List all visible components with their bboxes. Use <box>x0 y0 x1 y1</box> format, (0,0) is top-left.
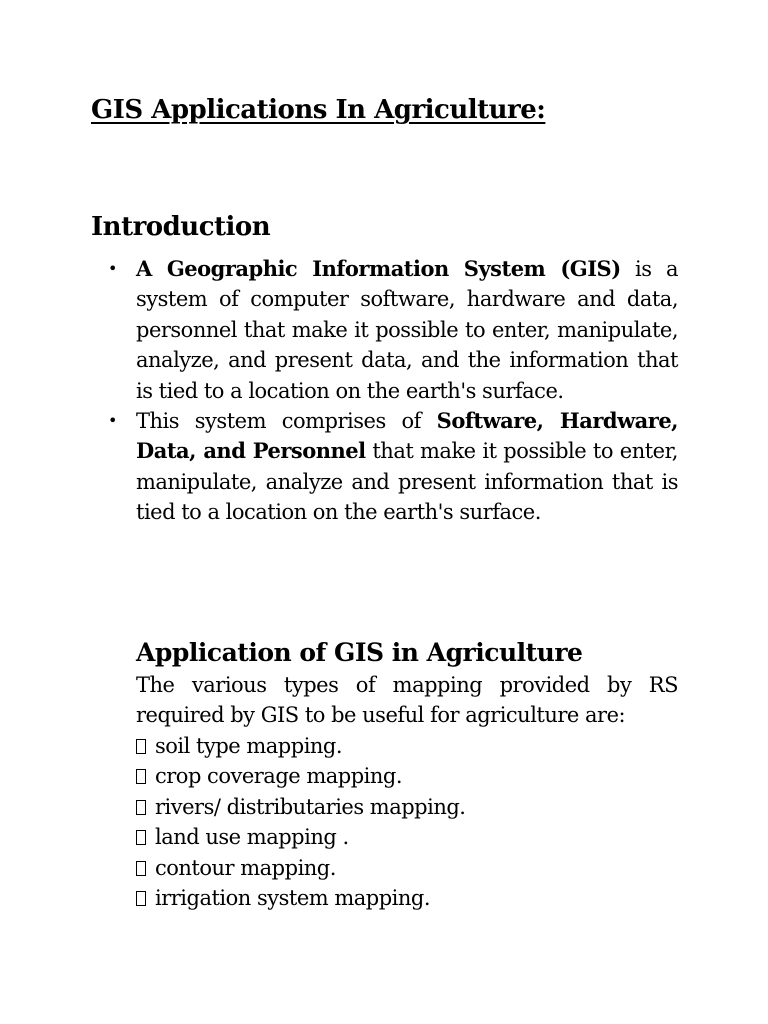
bullet-1-bold-term: A Geographic Information System (GIS) <box>136 256 621 281</box>
mapping-item <box>136 883 465 913</box>
mapping-item-label: crop coverage mapping. <box>155 764 403 789</box>
mapping-item <box>136 853 465 883</box>
mapping-item <box>136 731 465 761</box>
mapping-item <box>136 761 465 791</box>
document-title: GIS Applications In Agriculture: <box>91 95 546 125</box>
application-intro: The various types of mapping provided by RS required by GIS to be useful for agriculture are: <box>136 673 678 728</box>
mapping-item <box>136 792 465 822</box>
bullet-2-text: that make it possible to enter, manipulate, analyze and present information that is tied to a location on the earth's surface. <box>136 439 678 525</box>
mapping-list <box>136 731 465 913</box>
missing-glyph-icon <box>136 891 146 906</box>
introduction-heading: Introduction <box>91 212 271 242</box>
bullet-dot-icon: • <box>108 411 117 431</box>
bullet-dot-icon: • <box>108 259 117 278</box>
mapping-item-label: soil type mapping. <box>155 734 343 758</box>
bullet-1-text: is a system of computer software, hardware and data, personnel that make it possible to enter, manipulate, analyze, and present data, and the information that is tied to a location on the earth's surface. <box>136 257 678 403</box>
application-heading: Application of GIS in Agriculture <box>136 638 583 667</box>
missing-glyph-icon <box>136 861 146 876</box>
mapping-item-label: land use mapping . <box>155 825 349 850</box>
missing-glyph-icon <box>136 800 146 815</box>
mapping-item-label: contour mapping. <box>155 855 336 880</box>
bullet-2-bold-term: Software, Hardware, Data, and Personnel <box>136 408 678 464</box>
missing-glyph-icon <box>136 739 146 754</box>
missing-glyph-icon <box>136 769 146 784</box>
mapping-item <box>136 822 465 852</box>
missing-glyph-icon <box>136 830 146 845</box>
introduction-bullet-1 <box>108 254 678 406</box>
mapping-item-label: rivers/ distributaries mapping. <box>155 794 466 819</box>
bullet-2-pre-text: This system comprises of <box>136 409 437 434</box>
mapping-item-label: irrigation system mapping. <box>155 886 431 911</box>
introduction-bullet-2 <box>108 406 678 528</box>
introduction-bullet-list <box>108 254 678 528</box>
